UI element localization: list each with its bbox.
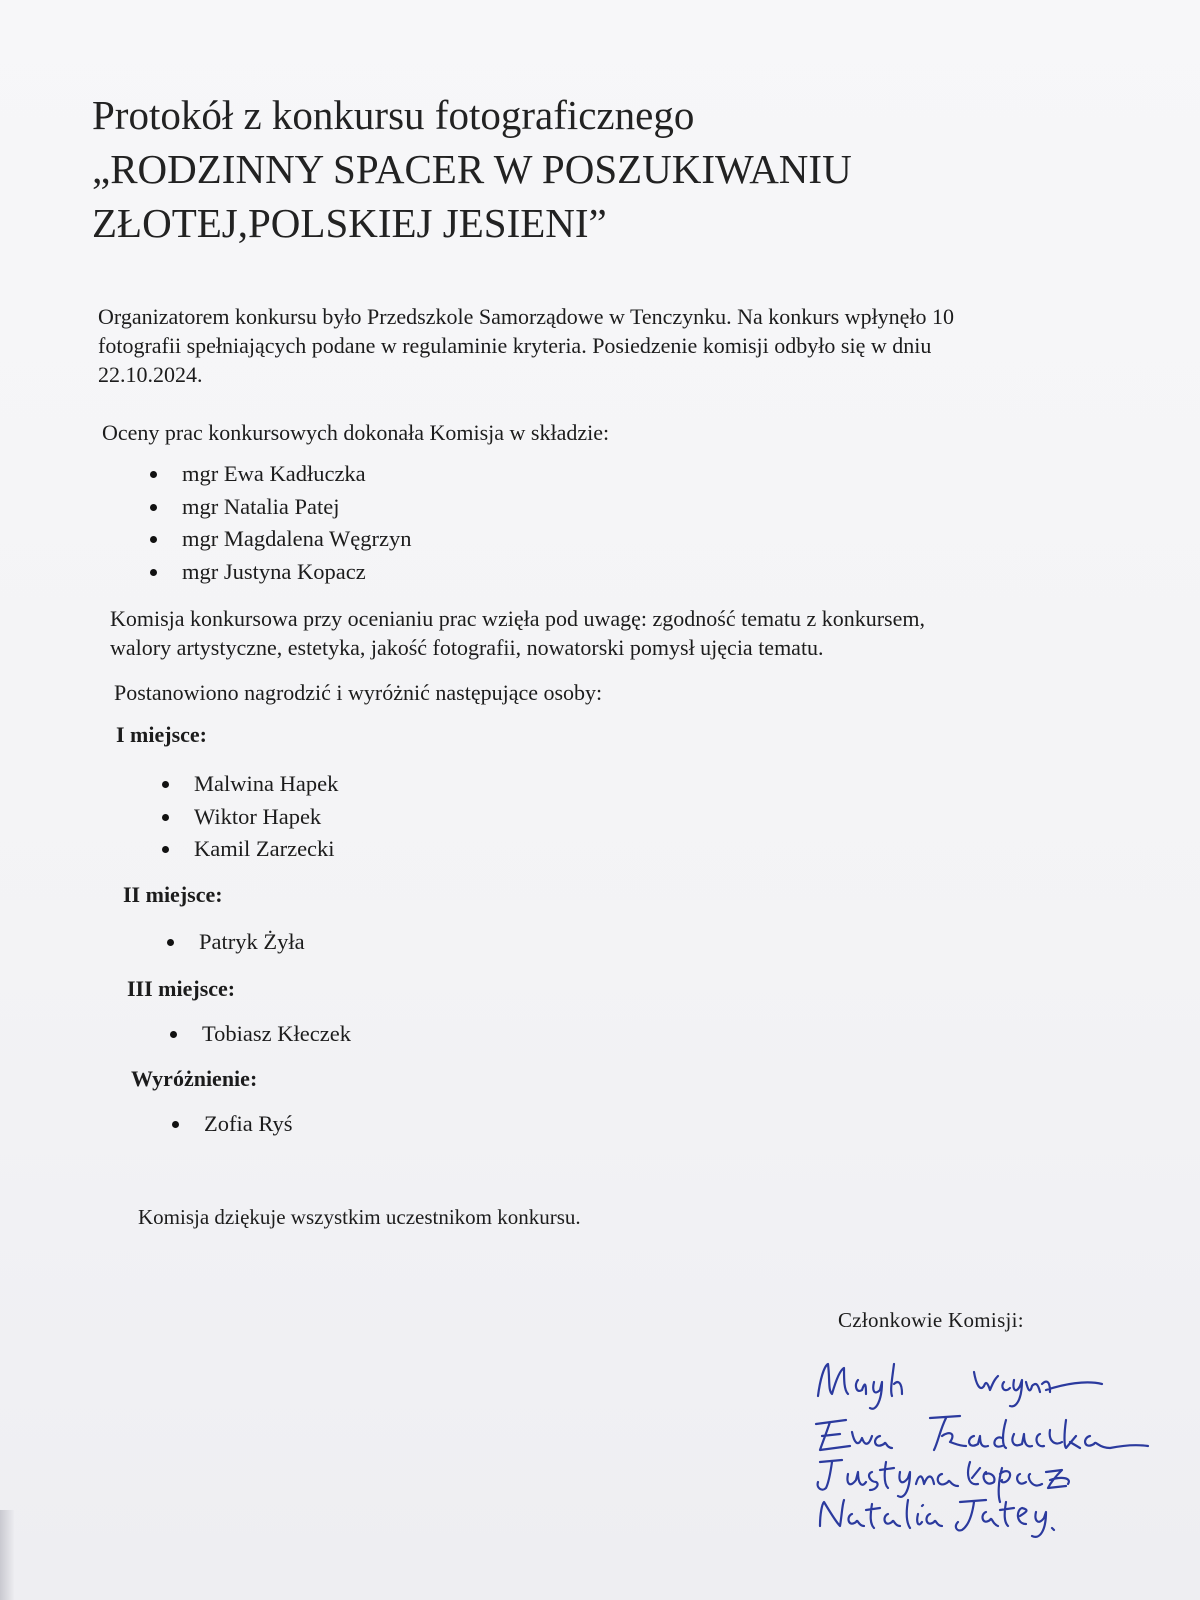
distinction-list [204,1108,292,1140]
document-title [92,88,1092,250]
committee-member: mgr Natalia Patej [182,491,412,524]
handwritten-signatures [810,1350,1160,1550]
first-place-list [194,768,338,866]
third-place-heading: III miejsce: [127,976,236,1001]
title-line-1: Protokół z konkursu fotograficznego [92,92,695,138]
bullet-icon [150,536,157,543]
committee-member: mgr Ewa Kadłuczka [182,458,412,491]
intro-line-2: fotografii spełniających podane w regulaminie kryteria. Posiedzenie komisji odbyło się w dniu [98,333,932,358]
bullet-icon [150,569,157,576]
winner-name: Patryk Żyła [199,926,305,958]
first-place-heading: I miejsce: [116,722,208,747]
bullet-icon [170,1031,177,1038]
bullet-icon [150,471,157,478]
bullet-icon [167,939,174,946]
signature-4 [820,1500,1054,1537]
bullet-icon [162,781,169,788]
winner-name: Wiktor Hapek [194,801,338,834]
signature-1 [818,1364,1102,1409]
committee-member: mgr Magdalena Węgrzyn [182,523,412,556]
third-place-list [202,1018,351,1050]
winner-name: Malwina Hapek [194,768,338,801]
bullet-icon [162,846,169,853]
committee-member: mgr Justyna Kopacz [182,556,412,589]
winner-name: Zofia Ryś [204,1108,292,1140]
signature-2 [816,1416,1148,1450]
intro-paragraph [98,302,1108,389]
intro-line-1: Organizatorem konkursu było Przedszkole Samorządowe w Tenczynku. Na konkurs wpłynęło 10 [98,304,955,329]
thanks-note: Komisja dziękuje wszystkim uczestnikom konkursu. [138,1205,581,1229]
criteria-line-1: Komisja konkursowa przy ocenianiu prac wzięła pod uwagę: zgodność tematu z konkursem, [110,606,925,631]
bullet-icon [150,504,157,511]
winner-name: Tobiasz Kłeczek [202,1018,351,1050]
title-line-2: „RODZINNY SPACER W POSZUKIWANIU [92,146,852,192]
committee-list [182,458,412,588]
title-line-3: ZŁOTEJ,POLSKIEJ JESIENI” [92,200,607,246]
awards-intro: Postanowiono nagrodzić i wyróżnić następujące osoby: [114,680,603,705]
committee-intro: Oceny prac konkursowych dokonała Komisja w składzie: [102,420,610,445]
committee-members-label: Członkowie Komisji: [838,1308,1024,1332]
signatures-drawing [810,1350,1160,1550]
intro-line-3: 22.10.2024. [98,362,203,387]
bullet-icon [172,1121,179,1128]
signature-3 [818,1460,1069,1502]
distinction-heading: Wyróżnienie: [131,1066,258,1091]
paper-shadow [0,1510,14,1600]
winner-name: Kamil Zarzecki [194,833,338,866]
criteria-paragraph [110,604,925,662]
second-place-list [199,926,305,958]
bullet-icon [162,814,169,821]
criteria-line-2: walory artystyczne, estetyka, jakość fotografii, nowatorski pomysł ujęcia tematu. [110,635,824,660]
second-place-heading: II miejsce: [123,882,223,907]
